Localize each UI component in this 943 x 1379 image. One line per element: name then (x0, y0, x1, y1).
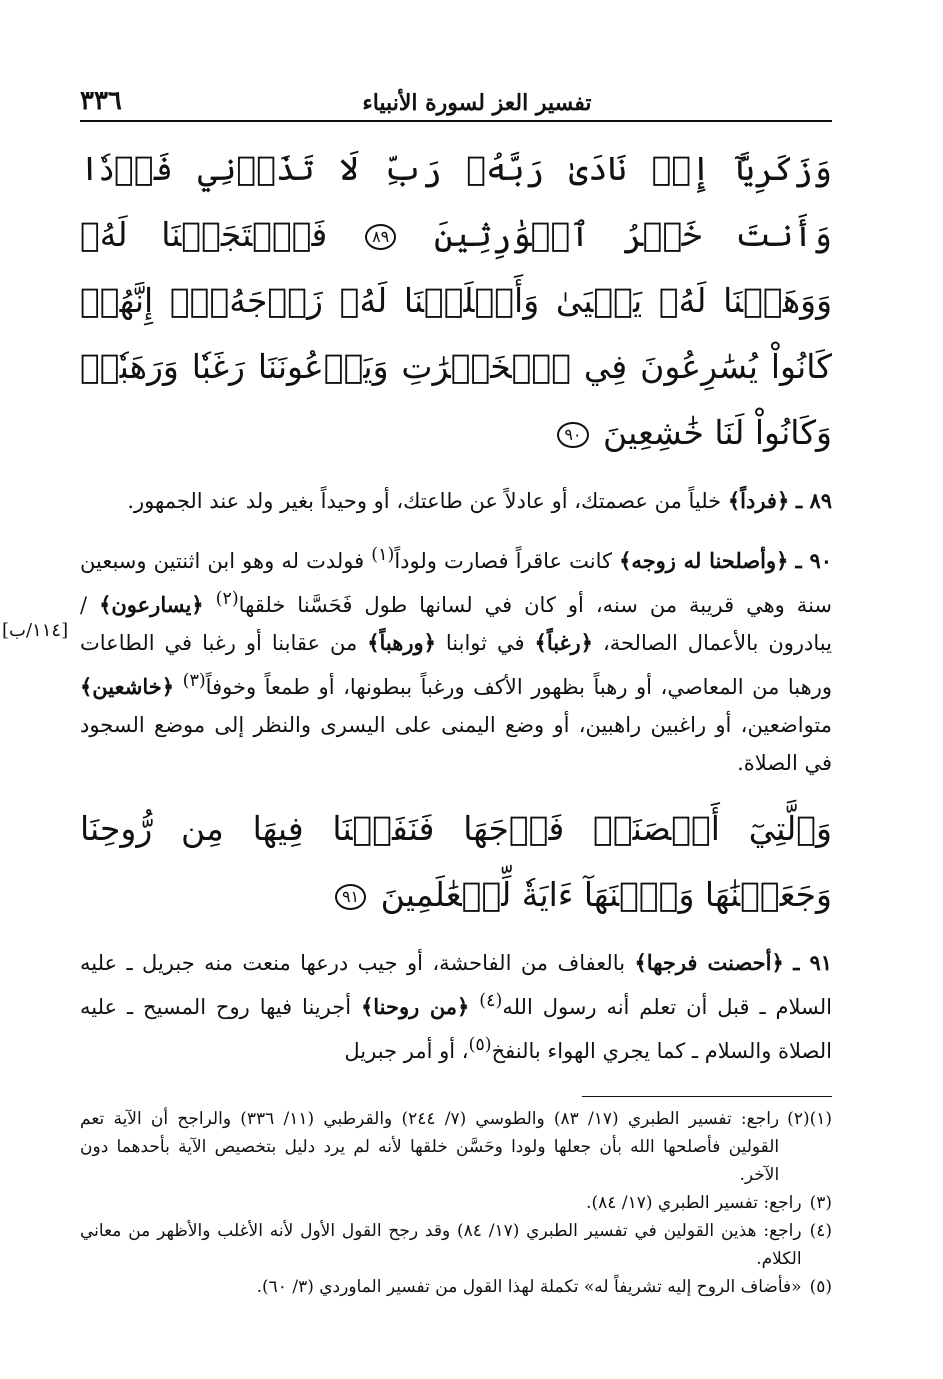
quran-verse-block (80, 796, 832, 928)
footnote (80, 1105, 832, 1189)
verse-marker: ٩١ (335, 884, 366, 910)
keyword: ﴿ورهباً﴾ (367, 630, 436, 655)
footnote-mark: (٣) (809, 1193, 832, 1213)
verse-marker: ٩٠ (557, 422, 588, 448)
footnote-text: راجع: تفسير الطبري (١٧/ ٨٤). (586, 1193, 802, 1213)
commentary-number: ٨٩ ـ (795, 488, 832, 513)
footnote-ref: (٥) (468, 1035, 492, 1055)
page-header (80, 70, 832, 122)
verse-89-text: وَزَكَرِيَّآ إِذۡ نَادَىٰ رَبَّهُۥ رَبِّ لَا تَذَرۡنِي فَرۡدٗا وَأَنتَ خَيۡرُ ٱلۡوَٰرِثِينَ (80, 149, 832, 254)
footnote-divider (582, 1096, 832, 1097)
commentary-text: متواضعين، أو راغبين راهبين، أو وضع اليمنى على اليسرى والنظر إلى موضع السجود في الصلاة. (80, 713, 832, 775)
commentary-number: ٩١ ـ (793, 950, 833, 975)
keyword: ﴿يسارعون﴾ (99, 592, 204, 617)
commentary-text: فولدت له وهو ابن اثنتين وسبعين سنة وهي قريبة من سنه، أو كان في لسانها طول فَحَسَّنا خلقها (80, 549, 832, 617)
footnote-mark: (٤) (809, 1221, 832, 1241)
footnote-text: راجع: تفسير الطبري (١٧/ ٨٣) والطوسي (٧/ ٢٤٤) والقرطبي (١١/ ٣٣٦) والراجح أن الآية تعم القولين فأصلحها الله بأن جعلها ولودا وحَسَّن خلقها لأنه لم يرد دليل بتخصيص الآية بأحدهما دون الآخر. (80, 1109, 780, 1185)
commentary-text: كانت عاقراً فصارت ولوداً (394, 549, 613, 573)
keyword: ﴿رغباً﴾ (534, 630, 593, 655)
footnote-ref: (٤) (479, 991, 503, 1011)
document-page (2, 70, 833, 1301)
commentary-text: ، أو أمر جبريل (344, 1039, 469, 1063)
commentary-90 (2, 536, 832, 782)
footnote-ref: (١) (371, 545, 395, 565)
commentary-text: خلياً من عصمتك، أو عادلاً عن طاعتك، أو وحيداً بغير ولد عند الجمهور. (127, 489, 722, 513)
footnote-ref: (٢) (215, 589, 239, 609)
quran-verse-block (80, 136, 832, 466)
commentary-text: في ثوابنا (445, 631, 525, 655)
footnote (80, 1273, 832, 1301)
running-title: تفسير العز لسورة الأنبياء (362, 90, 592, 116)
footnote (80, 1217, 832, 1273)
verse-marker: ٨٩ (365, 224, 396, 250)
keyword: ﴿أحصنت فرجها﴾ (634, 950, 784, 975)
keyword: ﴿خاشعين﴾ (80, 674, 175, 699)
page-number: ٣٣٦ (80, 86, 122, 116)
commentary-text: بالعفاف من الفاحشة، أو جيب درعها منعت منه جبريل ـ عليه السلام ـ قبل أن تعلم أنه رسول الله (80, 951, 833, 1019)
keyword: ﴿وأصلحنا له زوجه﴾ (619, 548, 789, 573)
manuscript-margin-note: [١١٤/ب] (2, 620, 69, 641)
footnote-ref: (٣) (182, 671, 206, 691)
footnote-text: «فأضاف الروح إليه تشريفاً له» تكملة لهذا القول من تفسير الماوردي (٣/ ٦٠). (256, 1277, 802, 1297)
commentary-text: / يبادرون بالأعمال الصالحة، (80, 593, 832, 655)
commentary-text: أجرينا فيها روح المسيح ـ عليه الصلاة والسلام ـ كما يجري الهواء بالنفخ (80, 995, 832, 1063)
commentary-89 (80, 482, 832, 520)
keyword: ﴿من روحنا﴾ (360, 994, 470, 1019)
commentary-text: من عقابنا أو رغبا في الطاعات ورهبا من المعاصي، أو رهباً بظهور الأكف ورغباً ببطونها، أو طمعاً وخوفاً (80, 631, 832, 699)
verse-90-text: فَٱسۡتَجَبۡنَا لَهُۥ وَوَهَبۡنَا لَهُۥ يَحۡيَىٰ وَأَصۡلَحۡنَا لَهُۥ زَوۡجَهُۥٓۚ إِنَّهُمۡ كَانُواْ يُسَٰرِعُونَ فِي ٱلۡخَيۡرَٰتِ وَيَدۡعُونَنَا رَغَبٗا وَرَهَبٗاۖ وَكَانُواْ لَنَا خَٰشِعِينَ (80, 215, 832, 452)
footnote (80, 1189, 832, 1217)
commentary-91 (80, 944, 832, 1070)
footnote-text: راجع: هذين القولين في تفسير الطبري (١٧/ ٨٤) وقد رجح القول الأول لأنه الأغلب والأظهر من معاني الكلام. (80, 1221, 802, 1269)
footnote-mark: (١)(٢) (787, 1109, 832, 1129)
verse-91-text: وَٱلَّتِيٓ أَحۡصَنَتۡ فَرۡجَهَا فَنَفَخۡنَا فِيهَا مِن رُّوحِنَا وَجَعَلۡنَٰهَا وَٱبۡنَهَآ ءَايَةٗ لِّلۡعَٰلَمِينَ (80, 809, 832, 914)
keyword: ﴿فرداً﴾ (727, 488, 790, 513)
footnotes (80, 1105, 832, 1301)
commentary-number: ٩٠ ـ (795, 548, 832, 573)
footnote-mark: (٥) (809, 1277, 832, 1297)
